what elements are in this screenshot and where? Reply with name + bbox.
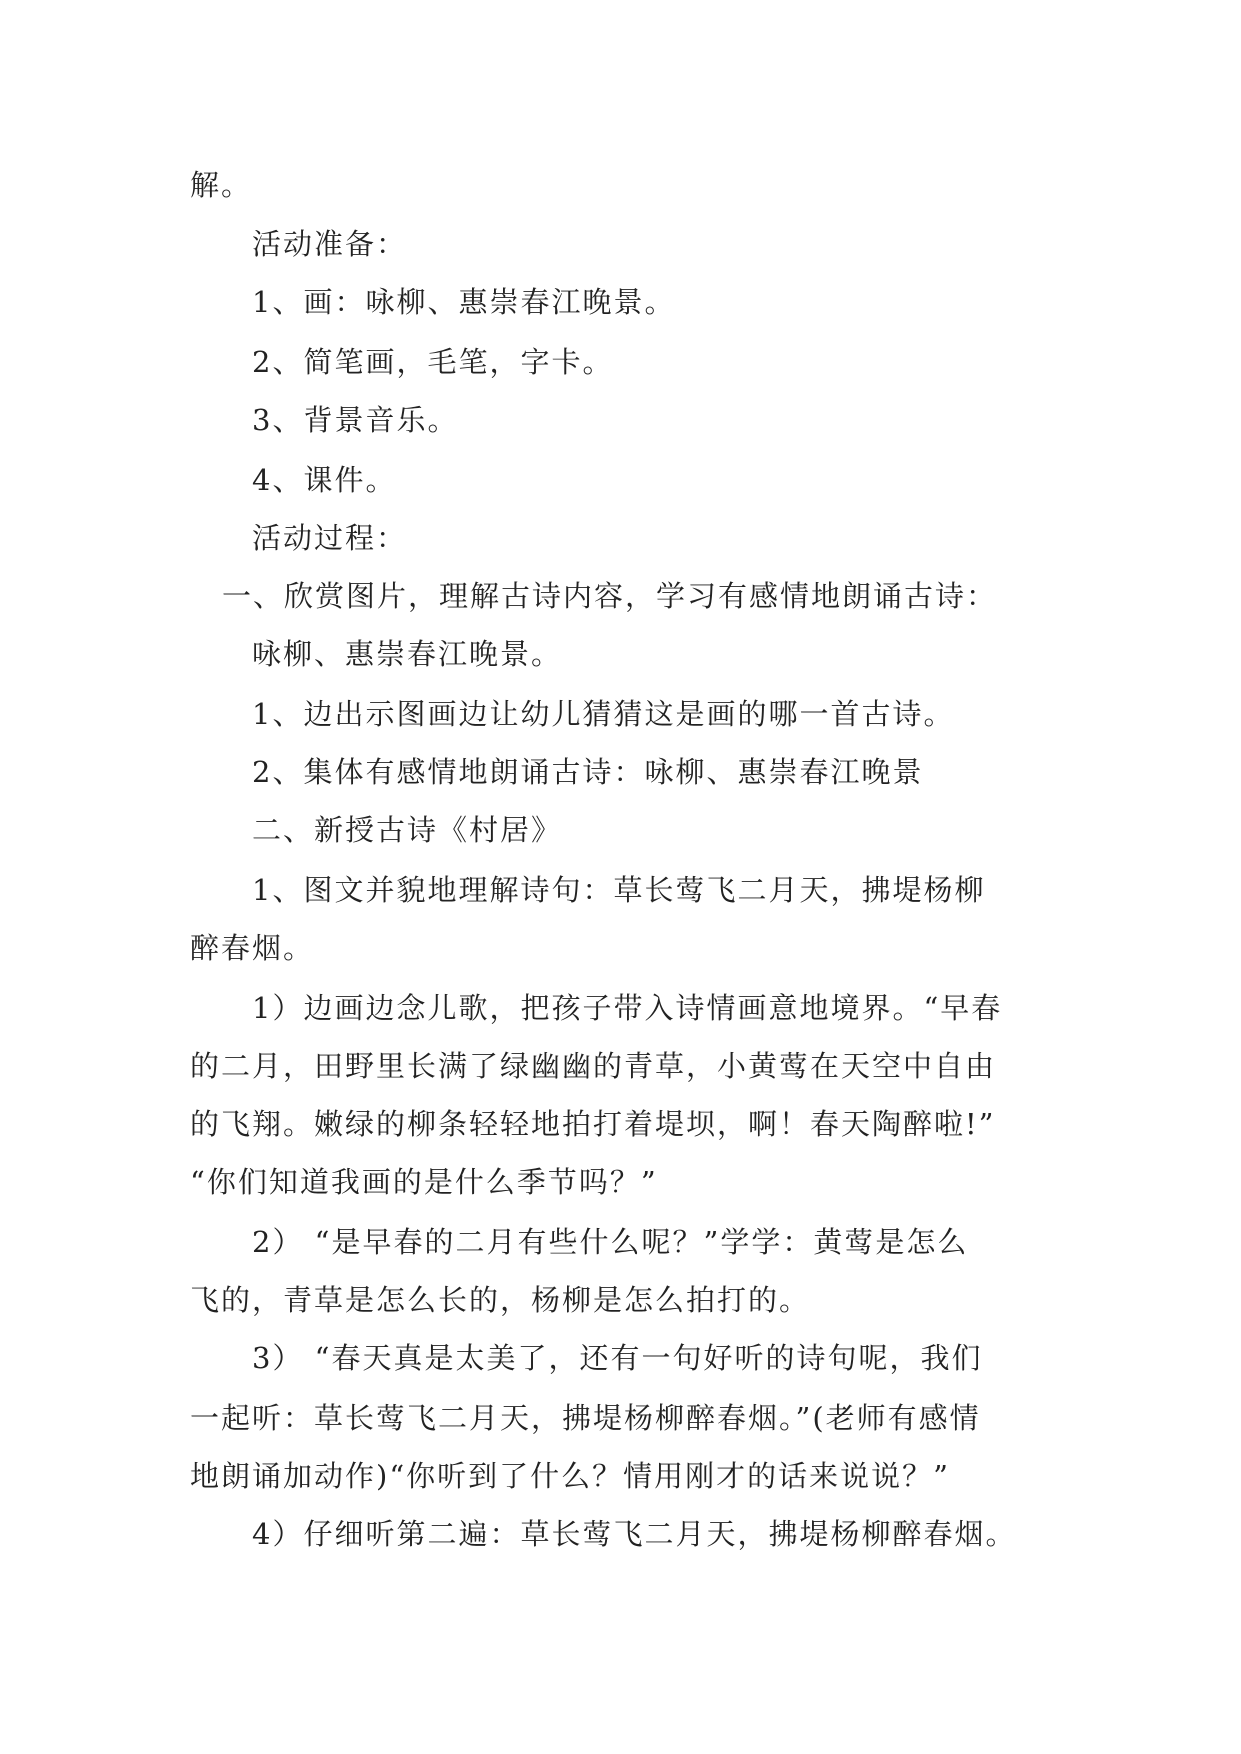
text-line: “你们知道我画的是什么季节吗？”: [190, 1165, 658, 1199]
text-line: 4、课件。: [252, 463, 397, 497]
text-line: 2） “是早春的二月有些什么呢？”学学：黄莺是怎么: [252, 1225, 969, 1259]
section-heading: 活动过程：: [252, 521, 408, 555]
text-line: 解。: [190, 168, 253, 202]
text-line: 3、背景音乐。: [252, 403, 459, 437]
text-line: 1、边出示图画边让幼儿猜猜这是画的哪一首古诗。: [252, 697, 955, 731]
text-line: 1）边画边念儿歌，把孩子带入诗情画意地境界。“早春: [252, 991, 1003, 1025]
text-line: 的二月，田野里长满了绿幽幽的青草，小黄莺在天空中自由: [190, 1049, 997, 1083]
text-line: 二、新授古诗《村居》: [252, 813, 563, 847]
text-line: 一起听：草长莺飞二月天，拂堤杨柳醉春烟。”(老师有感情: [190, 1401, 981, 1435]
text-line: 1、画：咏柳、惠崇春江晚景。: [252, 285, 676, 319]
text-line: 2、集体有感情地朗诵古诗：咏柳、惠崇春江晚景: [252, 755, 924, 789]
section-heading: 活动准备：: [252, 227, 408, 261]
text-line: 飞的，青草是怎么长的，杨柳是怎么拍打的。: [190, 1283, 811, 1317]
text-line: 1、图文并貌地理解诗句：草长莺飞二月天，拂堤杨柳: [252, 873, 986, 907]
text-line: 3） “春天真是太美了，还有一句好听的诗句呢，我们: [252, 1341, 983, 1375]
text-line: 一、欣赏图片，理解古诗内容，学习有感情地朗诵古诗：: [222, 579, 998, 613]
text-line: 地朗诵加动作)“你听到了什么？情用刚才的话来说说？”: [190, 1459, 950, 1493]
text-line: 咏柳、惠崇春江晚景。: [252, 637, 563, 671]
text-line: 的飞翔。嫩绿的柳条轻轻地拍打着堤坝，啊！春天陶醉啦!”: [190, 1107, 996, 1141]
text-line: 2、简笔画，毛笔，字卡。: [252, 345, 614, 379]
text-line: 4）仔细听第二遍：草长莺飞二月天，拂堤杨柳醉春烟。: [252, 1517, 1017, 1551]
text-line: 醉春烟。: [190, 931, 315, 965]
